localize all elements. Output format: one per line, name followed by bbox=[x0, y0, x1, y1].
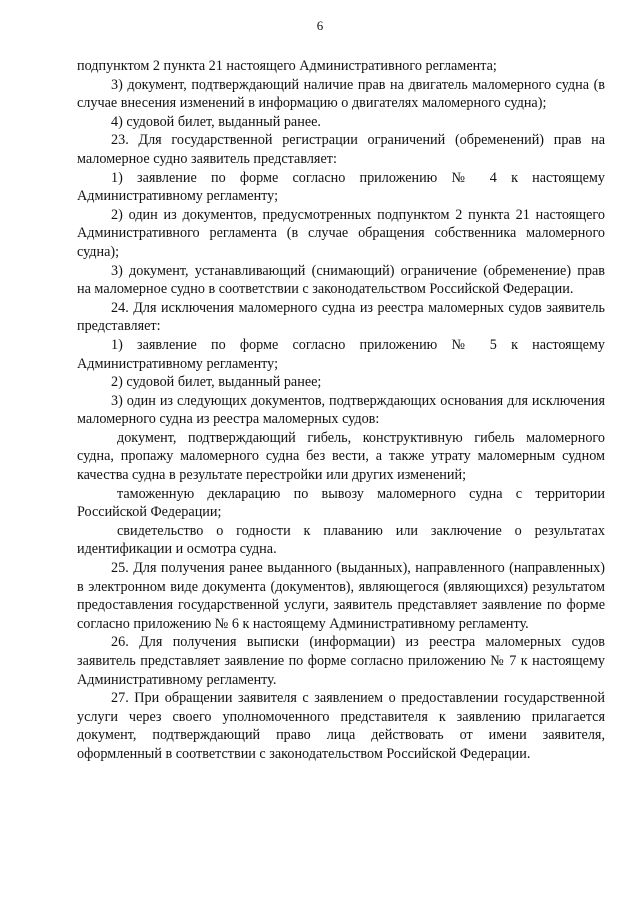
paragraph: 3) один из следующих документов, подтверждающих основания для исключения маломерного судна из реестра маломерных судов: bbox=[77, 392, 605, 428]
paragraph: 24. Для исключения маломерного судна из реестра маломерных судов заявитель представляет: bbox=[77, 299, 605, 335]
paragraph: 25. Для получения ранее выданного (выданных), направленного (направленных) в электронном виде документа (документов), являющегося (являющихся) результатом предоставления государственной услуги, заявитель представляет заявление по форме согласно приложению № 6 к настоящему Административному регламенту. bbox=[77, 560, 605, 632]
paragraph: 26. Для получения выписки (информации) из реестра маломерных судов заявитель представляет заявление по форме согласно приложению № 7 к настоящему Административному регламенту. bbox=[77, 634, 605, 688]
page-number: 6 bbox=[316, 18, 324, 33]
paragraph: 23. Для государственной регистрации ограничений (обременений) прав на маломерное судно заявитель представляет: bbox=[77, 132, 605, 167]
paragraph: 3) документ, устанавливающий (снимающий) ограничение (обременение) прав на маломерное судно в соответствии с законодательством Российской Федерации. bbox=[77, 262, 605, 298]
paragraph: 2) один из документов, предусмотренных подпунктом 2 пункта 21 настоящего Административного регламента (в случае обращения собственника маломерного судна); bbox=[77, 206, 605, 260]
paragraph: 2) судовой билет, выданный ранее; bbox=[111, 374, 322, 391]
document-body bbox=[77, 57, 605, 764]
paragraph: таможенную декларацию по вывозу маломерного судна с территории Российской Федерации; bbox=[77, 485, 605, 521]
paragraph: 27. При обращении заявителя с заявлением о предоставлении государственной услуги через своего уполномоченного представителя к заявлению прилагается документ, подтверждающий право лица действовать от имени заявителя, оформленный в соответствии с законодательством Российской Федерации. bbox=[77, 690, 605, 762]
paragraph: 1) заявление по форме согласно приложению № 5 к настоящему Административному регламенту; bbox=[77, 336, 605, 372]
paragraph: подпунктом 2 пункта 21 настоящего Административного регламента; bbox=[77, 58, 497, 74]
paragraph: документ, подтверждающий гибель, конструктивную гибель маломерного судна, пропажу маломерного судна без вести, а также утрату маломерным судном качества судна в результате перестройки или других изменений; bbox=[77, 429, 605, 484]
paragraph: 4) судовой билет, выданный ранее. bbox=[111, 113, 321, 130]
paragraph: 1) заявление по форме согласно приложению № 4 к настоящему Административному регламенту; bbox=[77, 169, 605, 205]
paragraph: свидетельство о годности к плаванию или заключение о результатах идентификации и осмотра судна. bbox=[77, 522, 605, 558]
paragraph: 3) документ, подтверждающий наличие прав на двигатель маломерного судна (в случае внесения изменений в информацию о двигателях маломерного судна); bbox=[77, 76, 605, 112]
